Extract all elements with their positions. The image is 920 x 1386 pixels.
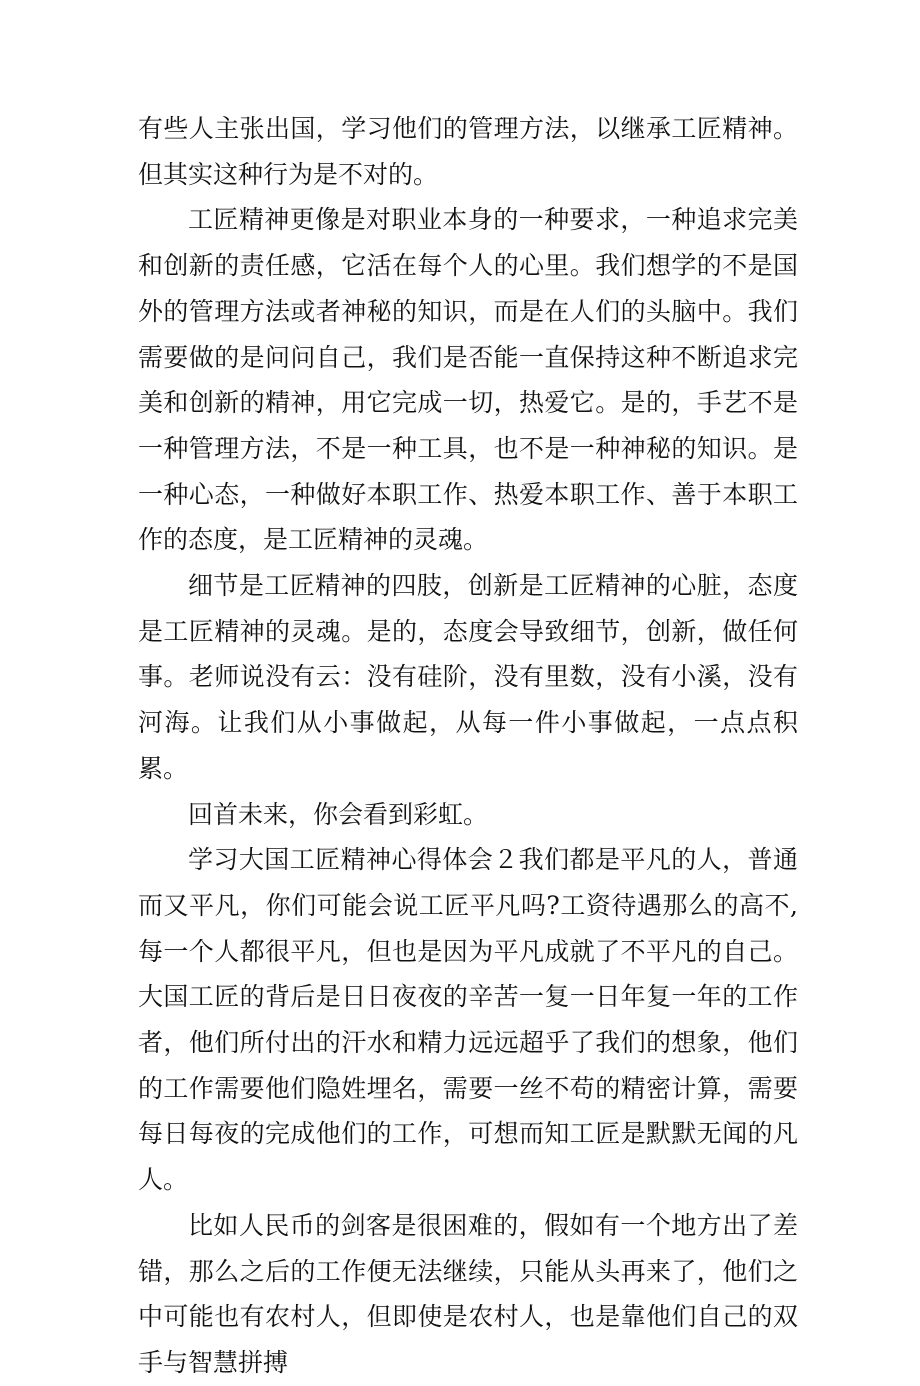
paragraph: 有些人主张出国，学习他们的管理方法，以继承工匠精神。但其实这种行为是不对的。	[138, 114, 798, 189]
document-body	[138, 106, 798, 1386]
paragraph: 回首未来，你会看到彩虹。	[188, 799, 489, 829]
paragraph: 工匠精神更像是对职业本身的一种要求，一种追求完美和创新的责任感，它活在每个人的心里。我们想学的不是国外的管理方法或者神秘的知识，而是在人们的头脑中。我们需要做的是问问自己，我们是否能一直保持这种不断追求完美和创新的精神，用它完成一切，热爱它。是的，手艺不是一种管理方法，不是一种工具，也不是一种神秘的知识。是一种心态，一种做好本职工作、热爱本职工作、善于本职工作的态度，是工匠精神的灵魂。	[138, 205, 798, 555]
paragraph: 细节是工匠精神的四肢，创新是工匠精神的心脏，态度是工匠精神的灵魂。是的，态度会导致细节，创新，做任何事。老师说没有云：没有硅阶，没有里数，没有小溪，没有河海。让我们从小事做起，从每一件小事做起，一点点积累。	[138, 571, 798, 783]
paragraph: 比如人民币的剑客是很困难的，假如有一个地方出了差错，那么之后的工作便无法继续，只能从头再来了，他们之中可能也有农村人，但即使是农村人，也是靠他们自己的双手与智慧拼搏	[138, 1210, 798, 1377]
paragraph: 学习大国工匠精神心得体会２我们都是平凡的人，普通而又平凡，你们可能会说工匠平凡吗?工资待遇那么的高不,每一个人都很平凡，但也是因为平凡成就了不平凡的自己。大国工匠的背后是日日夜夜的辛苦一复一日年复一年的工作者，他们所付出的汗水和精力远远超乎了我们的想象，他们的工作需要他们隐姓埋名，需要一丝不苟的精密计算，需要每日每夜的完成他们的工作，可想而知工匠是默默无闻的凡人。	[138, 845, 798, 1195]
